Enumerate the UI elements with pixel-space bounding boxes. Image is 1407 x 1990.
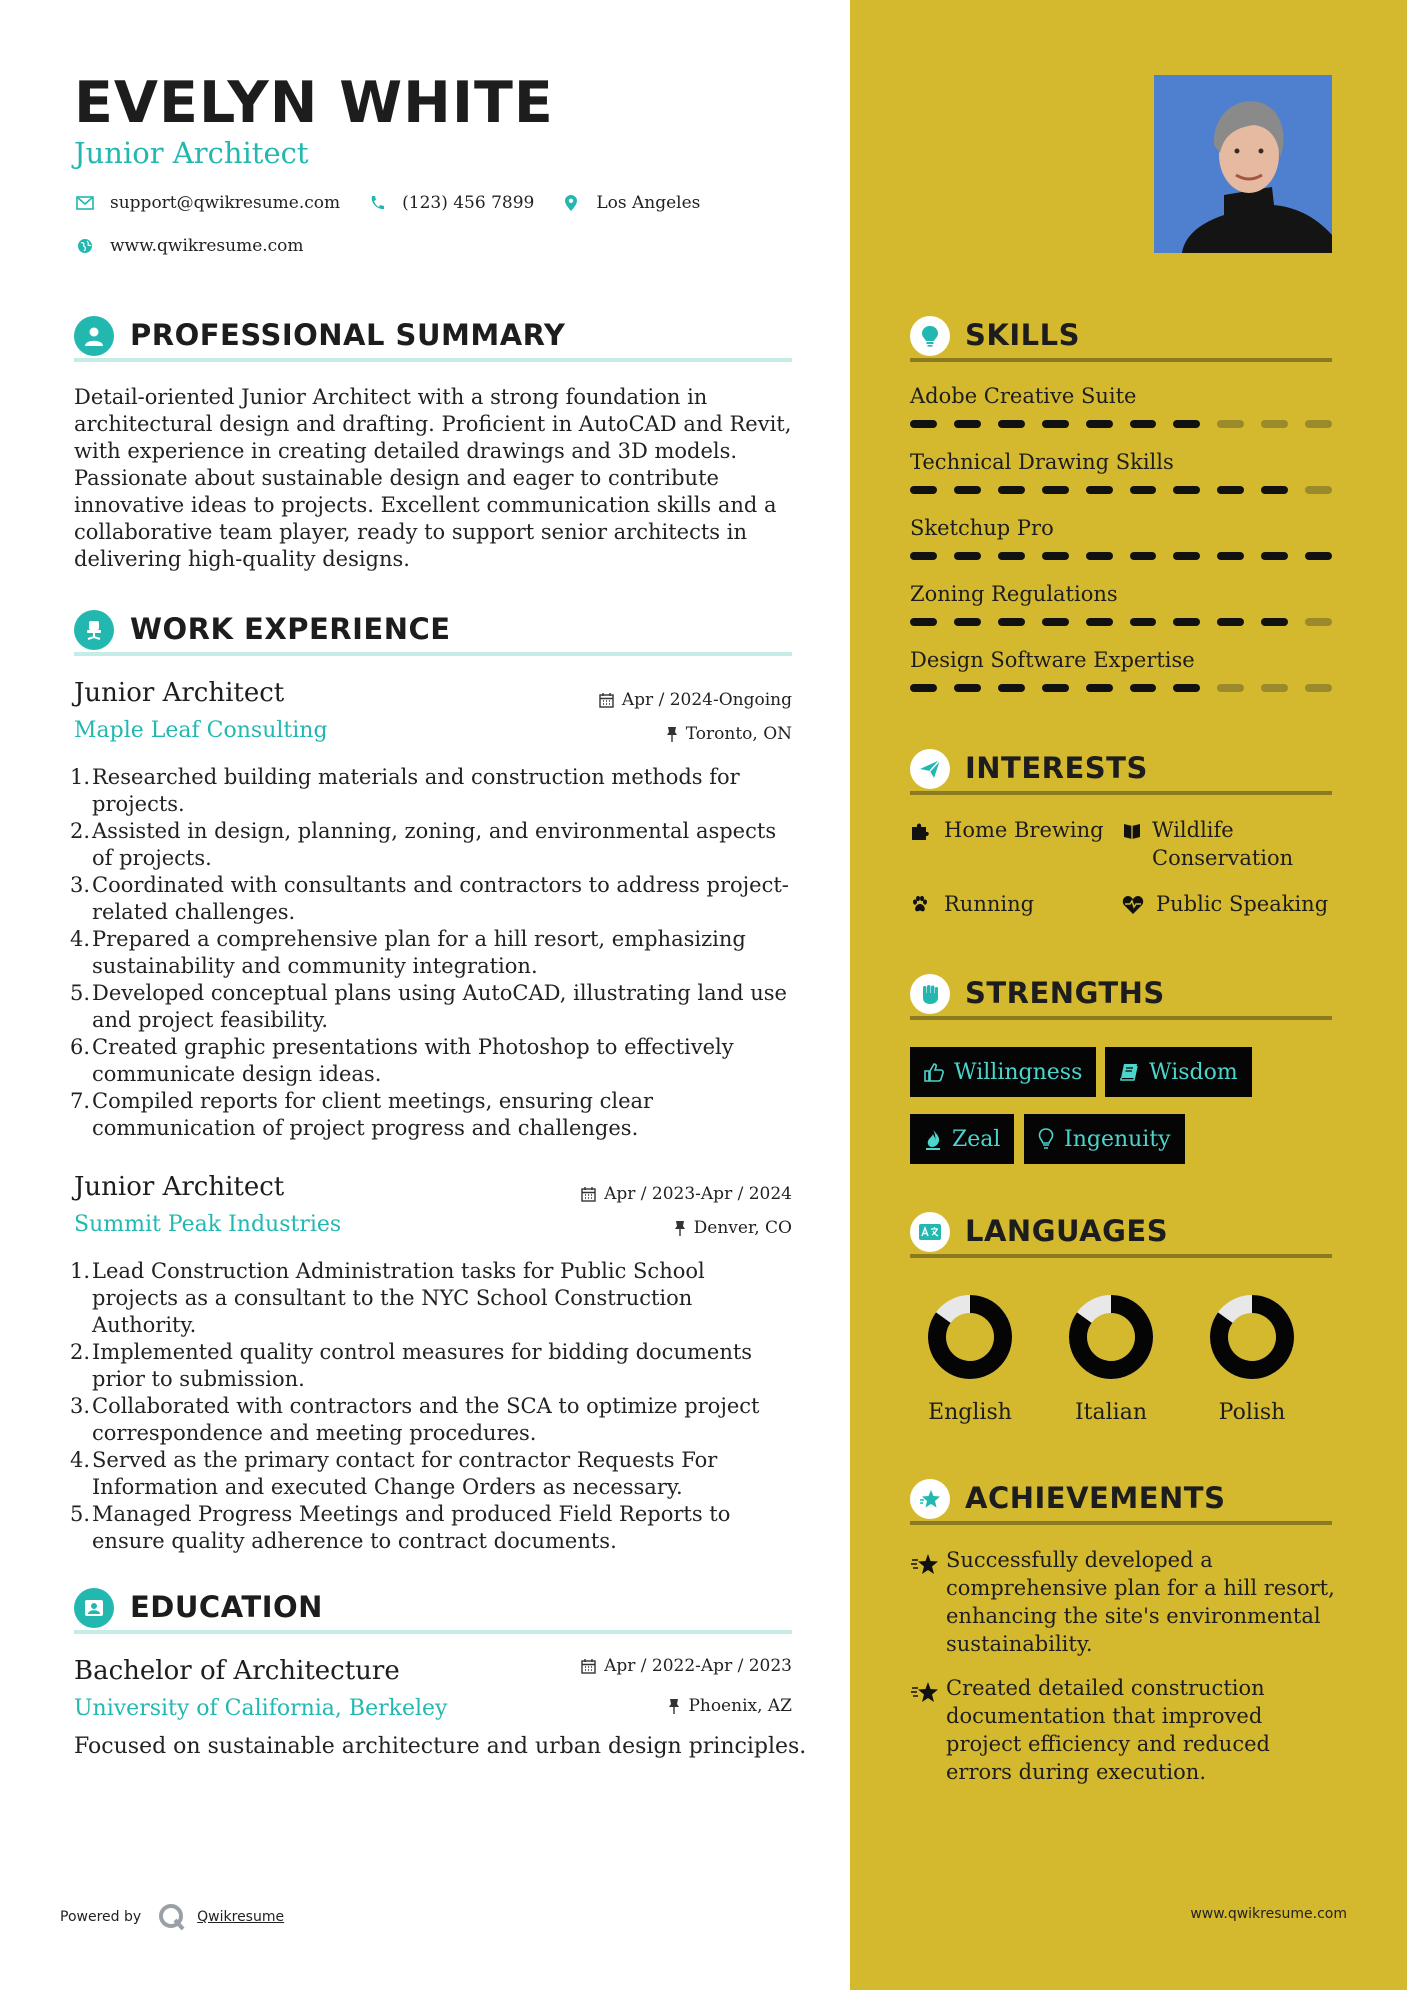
education-section-header — [74, 1584, 792, 1634]
skill-rating — [910, 684, 1332, 692]
education-location — [668, 1696, 792, 1716]
language-item — [1192, 1292, 1312, 1425]
star-icon — [910, 1479, 950, 1519]
skill-rating-dash — [1130, 618, 1157, 626]
skill-rating-dash — [1261, 618, 1288, 626]
languages-section-header — [910, 1208, 1332, 1258]
skill-rating-dash — [1130, 684, 1157, 692]
calendar-icon — [581, 1186, 596, 1202]
job-2-location — [674, 1218, 792, 1238]
language-level-ring — [1066, 1292, 1156, 1382]
skill-rating-dash — [1086, 618, 1113, 626]
list-item: 1. Lead Construction Administration tasks for Public School projects as a consultant to the NYC School Construction Authority. — [70, 1259, 705, 1337]
calendar-icon — [581, 1658, 596, 1674]
list-item: 5. Developed conceptual plans using AutoCAD, illustrating land use and project feasibility. — [70, 981, 787, 1032]
interests-section-title: INTERESTS — [965, 751, 1148, 785]
job-1-title: Junior Architect — [74, 678, 285, 708]
strengths-section-header — [910, 970, 1332, 1020]
list-item: 1. Researched building materials and construction methods for projects. — [70, 765, 740, 816]
heartbeat-icon — [1122, 890, 1146, 922]
skill-rating-dash — [1217, 486, 1244, 494]
fist-icon — [910, 974, 950, 1014]
education-school: University of California, Berkeley — [74, 1696, 448, 1721]
skill-rating-dash — [910, 420, 937, 428]
skill-rating-dash — [1173, 486, 1200, 494]
contact-location: Los Angeles — [596, 193, 701, 213]
star-icon — [910, 1674, 946, 1786]
skill-rating-dash — [1173, 552, 1200, 560]
contact-phone[interactable]: (123) 456 7899 — [402, 193, 535, 213]
skill-row — [910, 582, 1332, 626]
skill-rating — [910, 552, 1332, 560]
pushpin-icon — [668, 1698, 680, 1714]
list-item: 5. Managed Progress Meetings and produced Field Reports to ensure quality adherence to contract documents. — [70, 1502, 731, 1553]
language-name: English — [928, 1400, 1012, 1425]
skill-rating-dash — [1086, 420, 1113, 428]
skills-section-title: SKILLS — [965, 318, 1080, 352]
lightbulb-icon — [1038, 1128, 1054, 1150]
interests-section-header — [910, 745, 1332, 795]
skill-rating-dash — [1130, 552, 1157, 560]
contact-website[interactable]: www.qwikresume.com — [110, 236, 304, 256]
candidate-role: Junior Architect — [74, 136, 309, 170]
strength-label: Ingenuity — [1064, 1126, 1171, 1152]
job-1-location — [666, 724, 792, 744]
job-2-date — [581, 1184, 792, 1204]
skill-rating-dash — [954, 486, 981, 494]
skill-rating-dash — [1042, 684, 1069, 692]
skill-rating-dash — [1305, 486, 1332, 494]
skill-rating-dash — [954, 684, 981, 692]
footer-site[interactable]: www.qwikresume.com — [1190, 1906, 1347, 1922]
experience-section-title: WORK EXPERIENCE — [130, 612, 451, 646]
strength-badge — [910, 1114, 1014, 1164]
strength-badge — [1024, 1114, 1185, 1164]
paw-icon — [910, 890, 934, 922]
puzzle-icon — [910, 816, 934, 848]
job-2-title: Junior Architect — [74, 1172, 285, 1202]
pushpin-icon — [674, 1220, 686, 1236]
skill-rating-dash — [998, 618, 1025, 626]
skill-rating-dash — [1217, 618, 1244, 626]
skill-rating-dash — [1305, 684, 1332, 692]
language-item — [910, 1292, 1030, 1425]
achievement-text: Successfully developed a comprehensive plan for a hill resort, enhancing the site's environmental sustainability. — [946, 1548, 1335, 1656]
education-degree: Bachelor of Architecture — [74, 1656, 400, 1686]
list-item: 4. Prepared a comprehensive plan for a hill resort, emphasizing sustainability and community integration. — [70, 927, 746, 978]
map-marker-icon — [560, 192, 582, 214]
skill-name: Adobe Creative Suite — [910, 384, 1137, 408]
interest-item — [1122, 890, 1332, 922]
envelope-icon — [74, 192, 96, 214]
language-name: Italian — [1074, 1400, 1147, 1425]
summary-section-title: PROFESSIONAL SUMMARY — [130, 318, 566, 352]
skill-rating-dash — [910, 618, 937, 626]
strength-badge — [1105, 1047, 1252, 1097]
translate-icon — [910, 1212, 950, 1252]
contact-row-1 — [74, 192, 726, 214]
skill-rating-dash — [910, 486, 937, 494]
language-level-ring — [925, 1292, 1015, 1382]
skill-row — [910, 648, 1332, 692]
strength-badge — [910, 1047, 1096, 1097]
lightbulb-icon — [910, 316, 950, 356]
skill-rating-dash — [1305, 552, 1332, 560]
skill-rating-dash — [1261, 552, 1288, 560]
interest-label: Wildlife Conservation — [1152, 818, 1294, 870]
list-item: 3. Coordinated with consultants and contractors to address project-related challenges. — [70, 873, 789, 924]
skill-rating-dash — [1305, 420, 1332, 428]
pushpin-icon — [666, 726, 678, 742]
skill-name: Zoning Regulations — [910, 582, 1118, 606]
job-2-duties — [70, 1258, 796, 1555]
skill-rating-dash — [998, 552, 1025, 560]
education-location-text: Phoenix, AZ — [688, 1696, 792, 1716]
summary-section-header — [74, 312, 792, 362]
achievements-section-header — [910, 1475, 1332, 1525]
skill-rating-dash — [998, 486, 1025, 494]
language-level-ring — [1207, 1292, 1297, 1382]
education-section-title: EDUCATION — [130, 1590, 323, 1624]
skill-rating-dash — [954, 552, 981, 560]
skill-row — [910, 384, 1332, 428]
job-2-company: Summit Peak Industries — [74, 1212, 342, 1237]
skill-rating-dash — [954, 420, 981, 428]
achievement-text: Created detailed construction documentation that improved project efficiency and reduced errors during execution. — [946, 1676, 1270, 1784]
skill-rating-dash — [1173, 618, 1200, 626]
graduate-icon — [74, 1588, 114, 1628]
skill-rating-dash — [1042, 618, 1069, 626]
education-date — [581, 1656, 792, 1676]
strength-label: Willingness — [954, 1059, 1083, 1085]
skill-rating-dash — [1305, 618, 1332, 626]
skill-rating-dash — [954, 618, 981, 626]
strength-label: Zeal — [952, 1126, 1001, 1152]
skill-rating-dash — [1217, 684, 1244, 692]
education-date-text: Apr / 2022-Apr / 2023 — [604, 1656, 792, 1676]
phone-icon — [366, 192, 388, 214]
list-item: 7. Compiled reports for client meetings, ensuring clear communication of project progress and challenges. — [70, 1089, 654, 1140]
list-item: 3. Collaborated with contractors and the SCA to optimize project correspondence and meeting procedures. — [70, 1394, 760, 1445]
candidate-name: EVELYN WHITE — [74, 70, 554, 136]
list-item: 6. Created graphic presentations with Photoshop to effectively communicate design ideas. — [70, 1035, 734, 1086]
job-1-date — [599, 690, 792, 710]
paper-plane-icon — [910, 749, 950, 789]
skill-rating-dash — [1130, 420, 1157, 428]
user-icon — [74, 316, 114, 356]
skill-rating-dash — [1042, 420, 1069, 428]
skill-rating-dash — [910, 552, 937, 560]
achievement-item — [910, 1546, 1340, 1658]
thumbs-up-icon — [924, 1062, 944, 1082]
qwikresume-logo-icon — [157, 1902, 187, 1932]
skill-rating-dash — [1086, 486, 1113, 494]
skill-rating-dash — [1042, 486, 1069, 494]
skill-rating-dash — [1217, 552, 1244, 560]
education-description: Focused on sustainable architecture and urban design principles. — [74, 1734, 807, 1759]
interest-label: Running — [944, 892, 1035, 916]
skill-rating-dash — [1261, 486, 1288, 494]
footer-powered-by — [60, 1902, 284, 1932]
skill-row — [910, 516, 1332, 560]
skill-rating-dash — [1086, 552, 1113, 560]
skill-rating-dash — [998, 684, 1025, 692]
job-1-location-text: Toronto, ON — [685, 724, 792, 744]
powered-by-label: Powered by — [60, 1909, 142, 1925]
skill-name: Sketchup Pro — [910, 516, 1054, 540]
contact-row-2 — [74, 235, 330, 257]
job-1-company: Maple Leaf Consulting — [74, 718, 328, 743]
skill-name: Design Software Expertise — [910, 648, 1195, 672]
skill-rating-dash — [910, 684, 937, 692]
job-2-date-text: Apr / 2023-Apr / 2024 — [604, 1184, 792, 1204]
skill-name: Technical Drawing Skills — [910, 450, 1174, 474]
list-item: 2. Assisted in design, planning, zoning, and environmental aspects of projects. — [70, 819, 777, 870]
office-chair-icon — [74, 610, 114, 650]
skill-rating-dash — [1042, 552, 1069, 560]
language-item — [1051, 1292, 1171, 1425]
qwikresume-link[interactable]: Qwikresume — [197, 1909, 285, 1925]
interest-label: Home Brewing — [944, 818, 1104, 842]
summary-text: Detail-oriented Junior Architect with a strong foundation in architectural design and drafting. Proficient in AutoCAD and Revit, with experience in creating detailed drawings and 3D models. Passionate about sustainable design and eager to contribute innovative ideas to projects. Excellent communication skills and a collaborative team player, ready to support senior architects in delivering high-quality designs. — [74, 385, 792, 571]
skill-rating-dash — [1261, 684, 1288, 692]
book-icon — [1119, 1062, 1139, 1082]
achievements-section-title: ACHIEVEMENTS — [965, 1481, 1226, 1515]
achievement-item — [910, 1674, 1340, 1786]
strength-label: Wisdom — [1149, 1059, 1238, 1085]
skill-rating-dash — [1261, 420, 1288, 428]
list-item: 2. Implemented quality control measures for bidding documents prior to submission. — [70, 1340, 753, 1391]
interest-label: Public Speaking — [1156, 892, 1329, 916]
skill-rating — [910, 486, 1332, 494]
skill-row — [910, 450, 1332, 494]
language-name: Polish — [1218, 1400, 1286, 1425]
interest-item — [1122, 816, 1322, 872]
skill-rating-dash — [998, 420, 1025, 428]
skill-rating-dash — [1130, 486, 1157, 494]
skill-rating — [910, 420, 1332, 428]
star-icon — [910, 1546, 946, 1658]
flame-icon — [924, 1128, 942, 1150]
job-1-duties — [70, 764, 796, 1142]
job-1-date-text: Apr / 2024-Ongoing — [621, 690, 792, 710]
contact-email[interactable]: support@qwikresume.com — [110, 193, 341, 213]
skills-section-header — [910, 312, 1332, 362]
interest-item — [910, 816, 1110, 848]
list-item: 4. Served as the primary contact for contractor Requests For Information and executed Change Orders as necessary. — [70, 1448, 718, 1499]
job-2-location-text: Denver, CO — [693, 1218, 792, 1238]
skill-rating-dash — [1217, 420, 1244, 428]
interest-item — [910, 890, 1110, 922]
profile-photo — [1154, 75, 1332, 253]
experience-section-header — [74, 606, 792, 656]
skill-rating-dash — [1086, 684, 1113, 692]
strengths-section-title: STRENGTHS — [965, 976, 1165, 1010]
book-open-icon — [1122, 816, 1142, 872]
calendar-icon — [599, 692, 614, 708]
globe-icon — [74, 235, 96, 257]
skill-rating-dash — [1173, 684, 1200, 692]
skill-rating-dash — [1173, 420, 1200, 428]
languages-section-title: LANGUAGES — [965, 1214, 1169, 1248]
skill-rating — [910, 618, 1332, 626]
